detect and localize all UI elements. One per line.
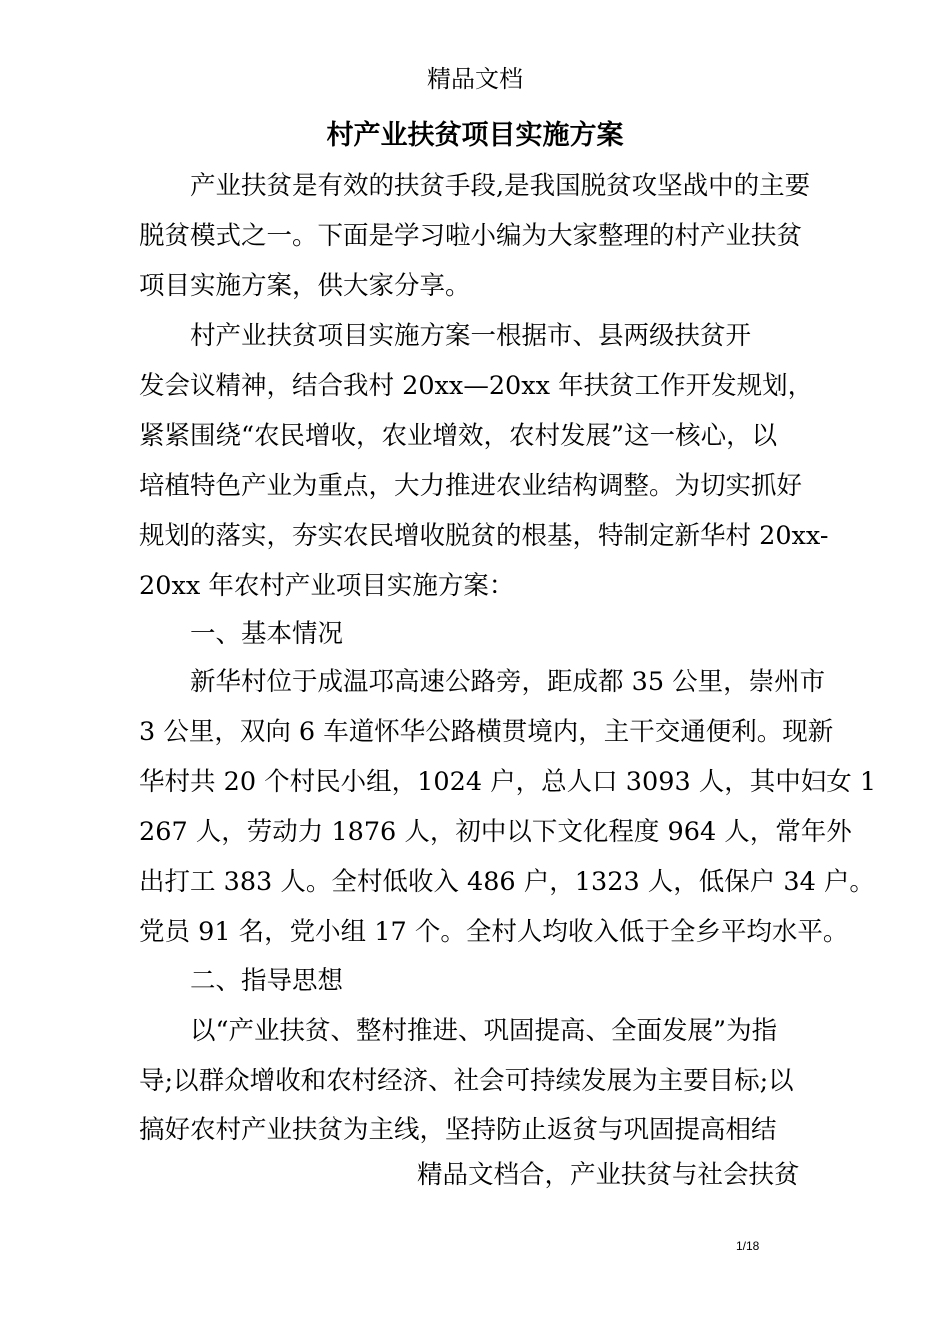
body-line: 267 人，劳动力 1876 人，初中以下文化程度 964 人，常年外 (139, 817, 852, 847)
body-line: 规划的落实，夯实农民增收脱贫的根基，特制定新华村 20xx- (139, 521, 829, 551)
body-line: 培植特色产业为重点，大力推进农业结构调整。为切实抓好 (139, 471, 803, 501)
body-line: 华村共 20 个村民小组，1024 户，总人口 3093 人，其中妇女 1 (139, 767, 877, 797)
page-number: 1/18 (736, 1239, 760, 1253)
page-footer-text: 精品文档合，产业扶贫与社会扶贫 (417, 1160, 800, 1190)
body-line: 产业扶贫是有效的扶贫手段,是我国脱贫攻坚战中的主要 (139, 171, 811, 201)
body-line: 新华村位于成温邛高速公路旁，距成都 35 公里，崇州市 (139, 667, 826, 697)
body-line: 紧紧围绕“农民增收，农业增效，农村发展”这一核心，以 (139, 421, 778, 451)
body-line: 20xx 年农村产业项目实施方案： (139, 571, 515, 601)
body-line: 3 公里，双向 6 车道怀华公路横贯境内，主干交通便利。现新 (139, 717, 834, 747)
section-heading: 一、基本情况 (139, 619, 344, 649)
body-line: 发会议精神，结合我村 20xx—20xx 年扶贫工作开发规划， (139, 371, 814, 401)
body-line: 项目实施方案，供大家分享。 (139, 271, 471, 301)
body-line: 脱贫模式之一。下面是学习啦小编为大家整理的村产业扶贫 (139, 221, 803, 251)
body-line: 党员 91 名，党小组 17 个。全村人均收入低于全乡平均水平。 (139, 917, 849, 947)
body-line: 搞好农村产业扶贫为主线，坚持防止返贫与巩固提高相结 (139, 1115, 777, 1145)
page-header: 精品文档 (427, 65, 523, 93)
body-line: 以“产业扶贫、整村推进、巩固提高、全面发展”为指 (139, 1016, 778, 1046)
section-heading: 二、指导思想 (139, 966, 344, 996)
body-line: 导;以群众增收和农村经济、社会可持续发展为主要目标;以 (139, 1066, 794, 1096)
document-title: 村产业扶贫项目实施方案 (326, 120, 624, 151)
body-line: 出打工 383 人。全村低收入 486 户，1323 人，低保户 34 户。 (139, 867, 875, 897)
body-line: 村产业扶贫项目实施方案一根据市、县两级扶贫开 (139, 321, 752, 351)
